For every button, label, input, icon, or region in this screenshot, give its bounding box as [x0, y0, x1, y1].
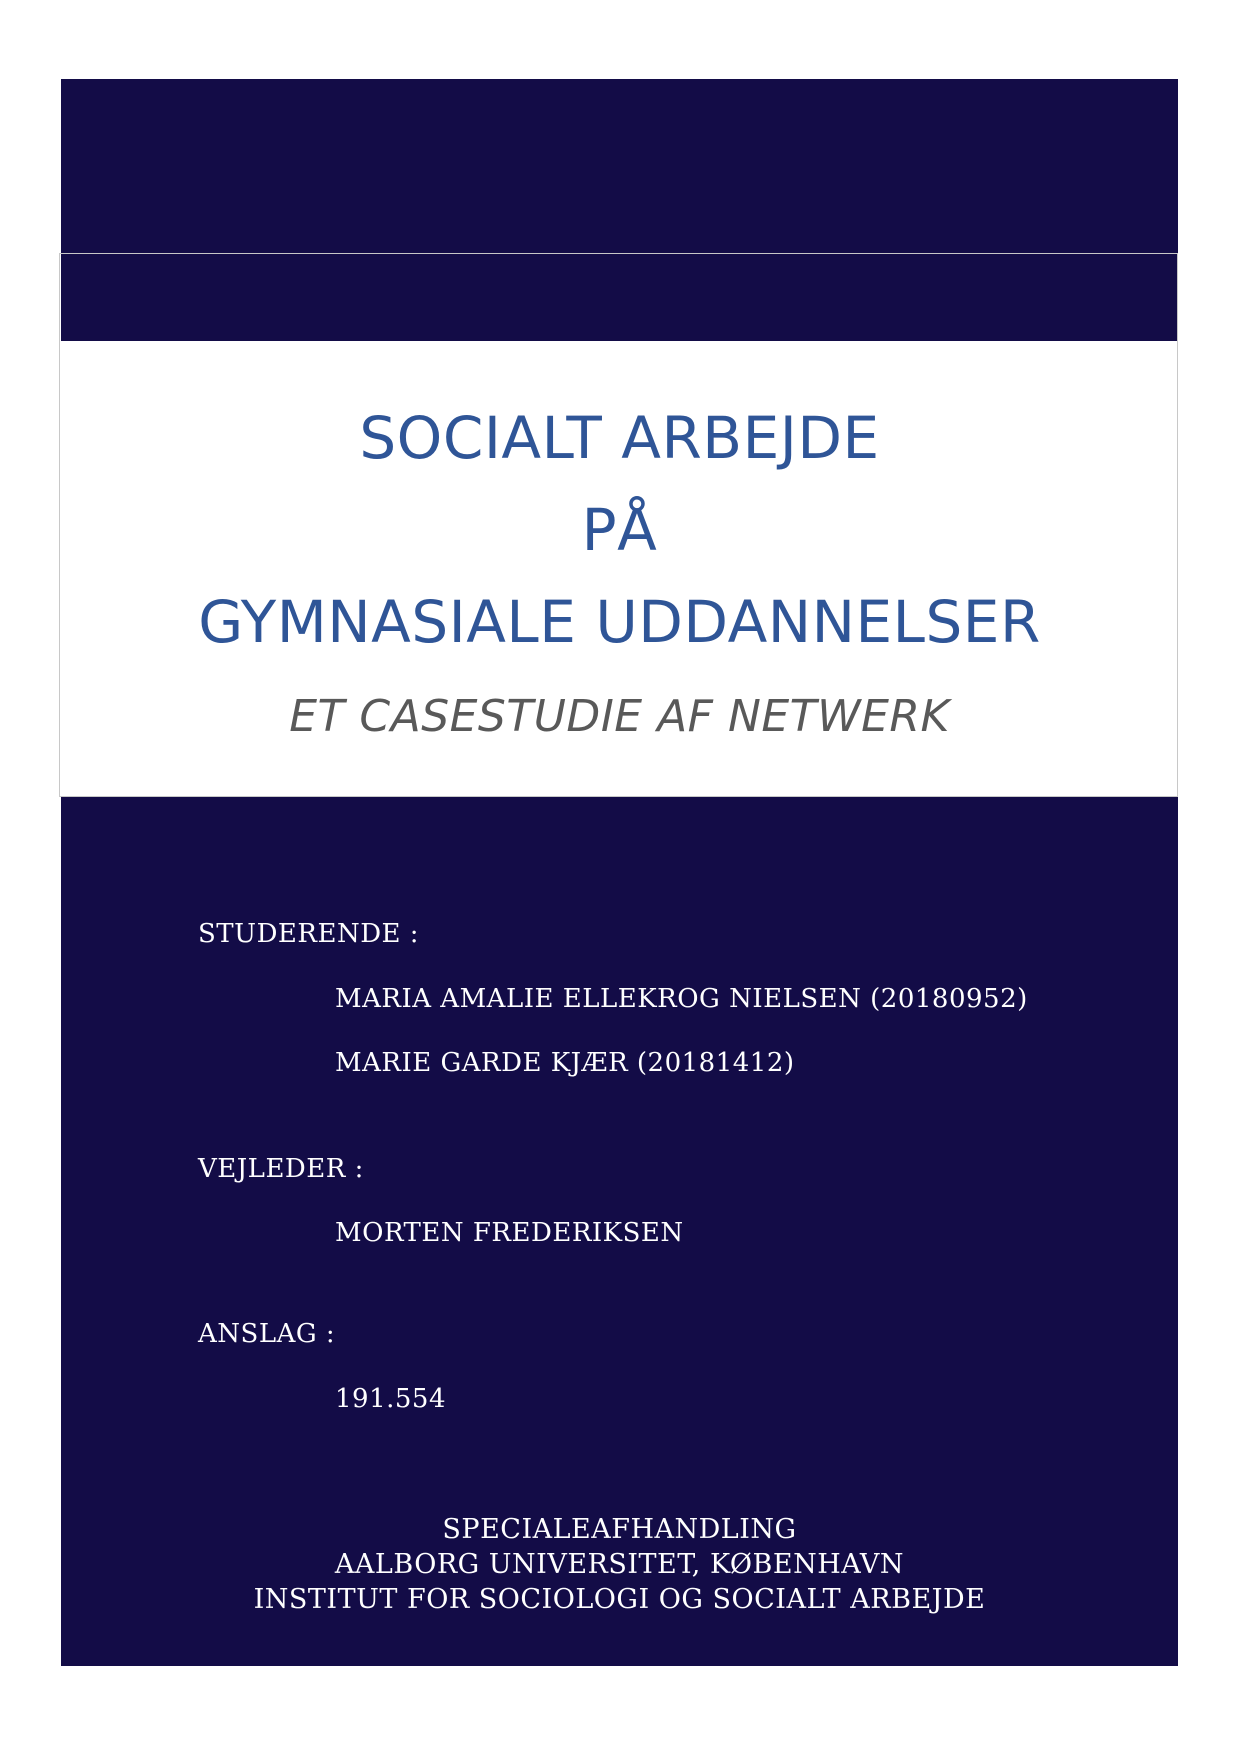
- keystrokes-count: 191.554: [335, 1384, 447, 1414]
- footer-thesis-type: SPECIALEAFHANDLING: [442, 1514, 797, 1545]
- student-2: MARIE GARDE KJÆR (20181412): [335, 1048, 795, 1078]
- students-label: STUDERENDE :: [198, 919, 420, 949]
- cover-top-band: [61, 79, 1178, 341]
- subtitle: ET CASESTUDIE AF NETWERK: [289, 691, 950, 742]
- supervisor-name: MORTEN FREDERIKSEN: [335, 1218, 684, 1248]
- footer-institute: INSTITUT FOR SOCIOLOGI OG SOCIALT ARBEJDE: [253, 1584, 986, 1615]
- footer: [61, 1512, 1178, 1617]
- supervisor-label: VEJLEDER :: [198, 1154, 364, 1184]
- title-line-2: PÅ: [581, 496, 658, 564]
- footer-university: AALBORG UNIVERSITET, KØBENHAVN: [334, 1549, 905, 1580]
- keystrokes-label: ANSLAG :: [198, 1319, 336, 1349]
- title-line-1: SOCIALT ARBEJDE: [359, 404, 880, 472]
- student-1: MARIA AMALIE ELLEKROG NIELSEN (20180952): [335, 984, 1028, 1014]
- title-line-3: GYMNASIALE UDDANNELSER: [198, 588, 1041, 656]
